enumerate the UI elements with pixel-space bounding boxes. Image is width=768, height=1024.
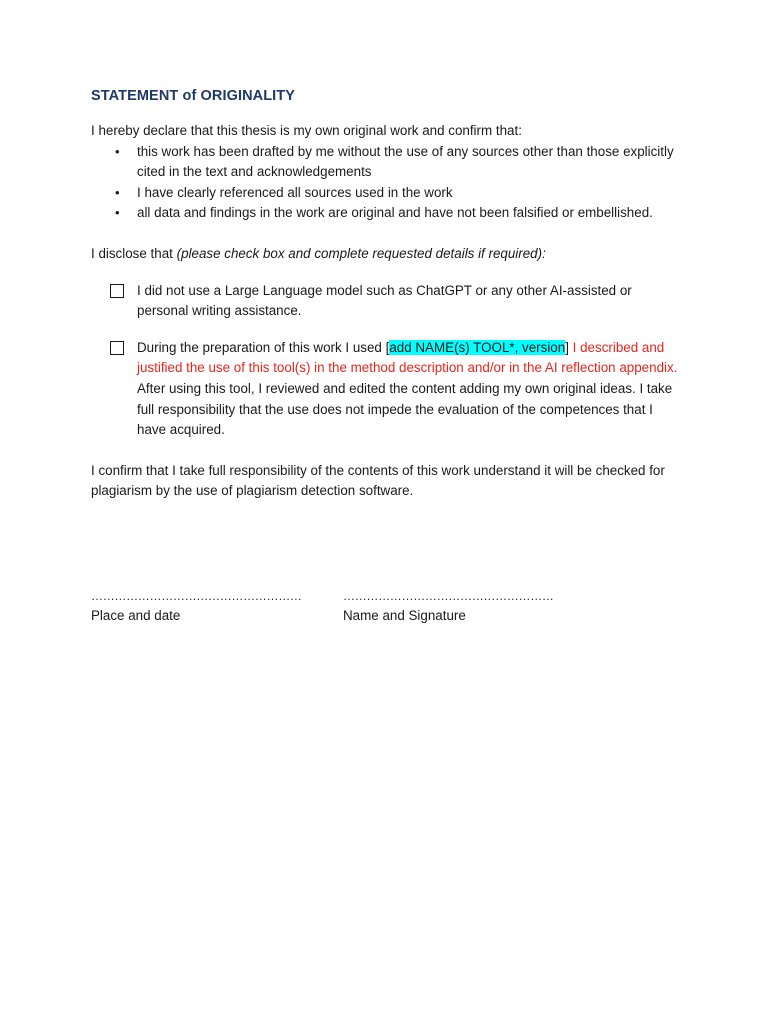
no-ai-checkbox[interactable] [110, 284, 124, 298]
option-no-ai-text: I did not use a Large Language model such as ChatGPT or any other AI-assisted or personal writing assistance. [137, 282, 632, 319]
disclose-paragraph [91, 244, 681, 265]
list-item [91, 142, 681, 183]
list-item [91, 203, 681, 224]
bracket-close: ] [565, 339, 573, 355]
bullet-icon: • [115, 143, 120, 159]
option-no-ai [91, 281, 681, 322]
disclose-instruction: (please check box and complete requested details if required): [176, 245, 546, 261]
list-item [91, 183, 681, 204]
name-signature-label: Name and Signature [343, 607, 466, 623]
ai-justification-note: I described and justified the use of this tool(s) in the method description and/or in the AI reflection appendix. [137, 339, 678, 376]
place-date-line[interactable]: ……………………………………………… [91, 588, 302, 603]
option-used-ai-text-after: After using this tool, I reviewed and edited the content adding my own original ideas. I take full responsibility that the use does not impede the evaluation of the competences that I have acquired. [137, 380, 673, 438]
declaration-list [91, 142, 681, 224]
intro-paragraph: I hereby declare that this thesis is my own original work and confirm that: [91, 123, 522, 138]
list-item-text: this work has been drafted by me without the use of any sources other than those explicitly cited in the text and acknowledgements [137, 143, 674, 180]
place-date-block [91, 586, 302, 626]
disclose-prefix: I disclose that [91, 245, 177, 261]
signature-row [91, 586, 681, 628]
list-item-text: I have clearly referenced all sources used in the work [137, 184, 453, 200]
bullet-icon: • [115, 184, 120, 200]
tool-name-placeholder[interactable]: add NAME(s) TOOL*, version [389, 339, 566, 355]
bullet-icon: • [115, 205, 120, 221]
document-page [91, 86, 681, 628]
confirm-paragraph: I confirm that I take full responsibility of the contents of this work understand it will be checked for plagiarism by the use of plagiarism detection software. [91, 462, 665, 499]
name-signature-block [343, 586, 554, 626]
document-title: STATEMENT of ORIGINALITY [91, 88, 296, 104]
option-used-ai [91, 338, 681, 441]
name-signature-line[interactable]: ……………………………………………… [343, 588, 554, 603]
used-ai-checkbox[interactable] [110, 341, 124, 355]
list-item-text: all data and findings in the work are original and have not been falsified or embellished. [137, 205, 653, 221]
option-used-ai-text-before: During the preparation of this work I used [ [137, 339, 390, 355]
place-date-label: Place and date [91, 607, 181, 623]
